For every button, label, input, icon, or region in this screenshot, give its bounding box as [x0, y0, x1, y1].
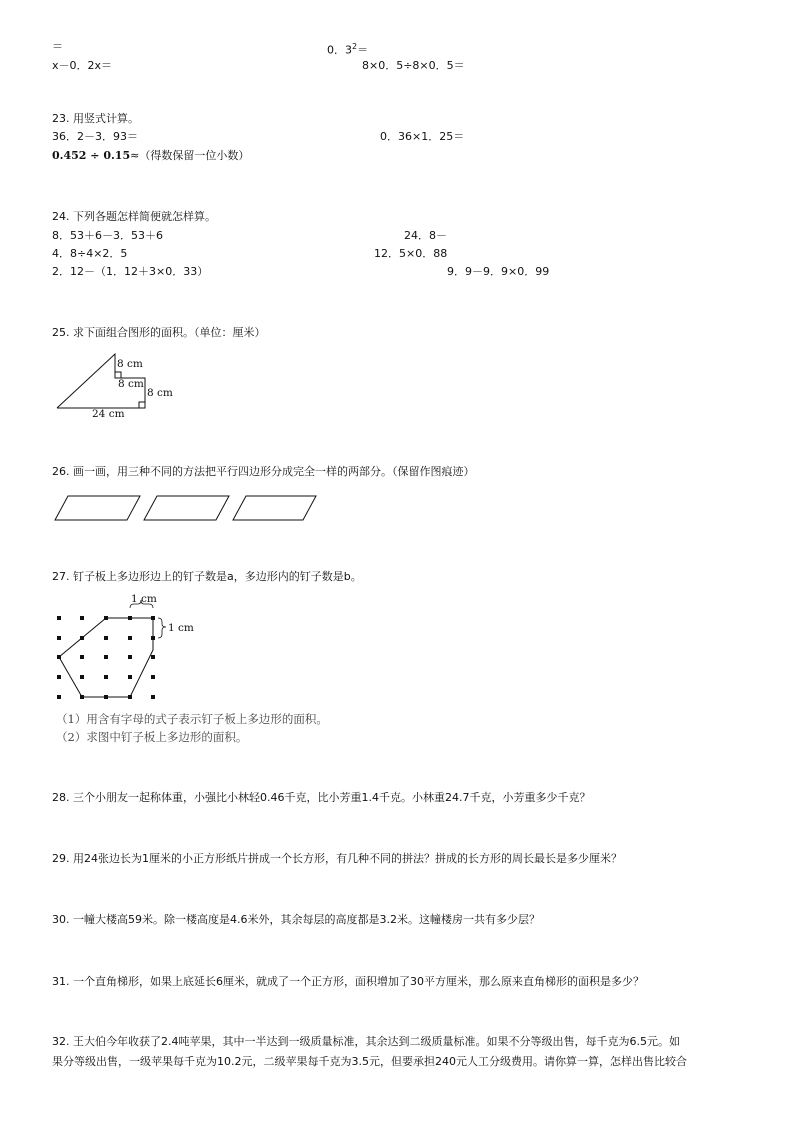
q25-label-right: 8 cm: [147, 387, 173, 399]
q27-sub2: （2）求图中钉子板上多边形的面积。: [56, 730, 248, 744]
q32-line1: 32. 王大伯今年收获了2.4吨苹果，其中一半达到一级质量标准，其余达到二级质量标准。如果不分等级出售，每千克为6.5元。如: [52, 1035, 680, 1048]
q23-title: 23. 用竖式计算。: [52, 112, 139, 125]
nail-dot: [151, 695, 155, 699]
q25-label-bottom: 24 cm: [92, 408, 125, 420]
q23-b: 0．36×1．25＝: [380, 130, 465, 143]
nail-dot: [57, 695, 61, 699]
power-exponent: 2: [352, 42, 358, 51]
q24-title: 24. 下列各题怎样简便就怎样算。: [52, 210, 216, 223]
expression-8: 8×0．5÷8×0．5＝: [362, 59, 465, 72]
q24-b: 24．8－: [404, 229, 447, 242]
q27-brace-vertical: [158, 618, 166, 638]
q30-text: 30. 一幢大楼高59米。除一楼高度是4.6米外，其余每层的高度都是3.2米。这幢楼房一共有多少层？: [52, 913, 540, 926]
nail-dot: [128, 636, 132, 640]
q26-title: 26. 画一画，用三种不同的方法把平行四边形分成完全一样的两部分。（保留作图痕迹）: [52, 465, 475, 478]
equals-sign: ＝: [52, 40, 63, 53]
q27-label-h: 1 cm: [131, 593, 157, 605]
nail-dot: [104, 655, 108, 659]
q24-c: 4．8÷4×2．5: [52, 247, 128, 260]
nail-dot: [128, 655, 132, 659]
q23-c-note: ≈（得数保留一位小数）: [130, 149, 250, 162]
q23-c-math: 0.452 ÷ 0.15: [52, 149, 131, 162]
q25-title: 25. 求下面组合图形的面积。（单位：厘米）: [52, 326, 266, 339]
nail-dot: [151, 655, 155, 659]
q28-text: 28. 三个小朋友一起称体重，小强比小林轻0.46千克，比小芳重1.4千克。小林重24.7千克，小芳重多少千克？: [52, 791, 591, 804]
q29-text: 29. 用24张边长为1厘米的小正方形纸片拼成一个长方形，有几种不同的拼法？拼成的长方形的周长最长是多少厘米？: [52, 852, 622, 865]
q25-label-mid: 8 cm: [118, 378, 144, 390]
power-base: 0．3: [327, 43, 352, 57]
nail-dot: [57, 636, 61, 640]
nail-dot: [104, 636, 108, 640]
power-equals: ＝: [357, 43, 369, 57]
nail-dot: [57, 675, 61, 679]
q32-line2: 果分等级出售，一级苹果每千克为10.2元，二级苹果每千克为3.5元，但要承担240元人工分级费用。请你算一算，怎样出售比较合: [52, 1055, 687, 1068]
nail-dot: [80, 675, 84, 679]
q27-title: 27. 钉子板上多边形边上的钉子数是a，多边形内的钉子数是b。: [52, 570, 362, 583]
q24-e: 2．12－（1．12＋3×0．33）: [52, 265, 209, 278]
q31-text: 31. 一个直角梯形，如果上底延长6厘米，就成了一个正方形，面积增加了30平方厘米，那么原来直角梯形的面积是多少？: [52, 975, 644, 988]
q25-label-top: 8 cm: [117, 358, 143, 370]
nail-dot: [104, 675, 108, 679]
nail-dot: [80, 655, 84, 659]
nail-dot: [151, 675, 155, 679]
expression-x: x－0．2x＝: [52, 59, 113, 72]
q27-sub1: （1）用含有字母的式子表示钉子板上多边形的面积。: [56, 712, 328, 726]
q24-a: 8．53＋6－3．53＋6: [52, 229, 163, 242]
q24-d: 12．5×0．88: [374, 247, 448, 260]
nail-dot: [128, 675, 132, 679]
q23-a: 36．2－3．93＝: [52, 130, 138, 143]
q24-f: 9．9－9．9×0．99: [447, 265, 550, 278]
nail-dot: [57, 616, 61, 620]
q27-label-v: 1 cm: [168, 622, 194, 634]
nail-dot: [80, 616, 84, 620]
